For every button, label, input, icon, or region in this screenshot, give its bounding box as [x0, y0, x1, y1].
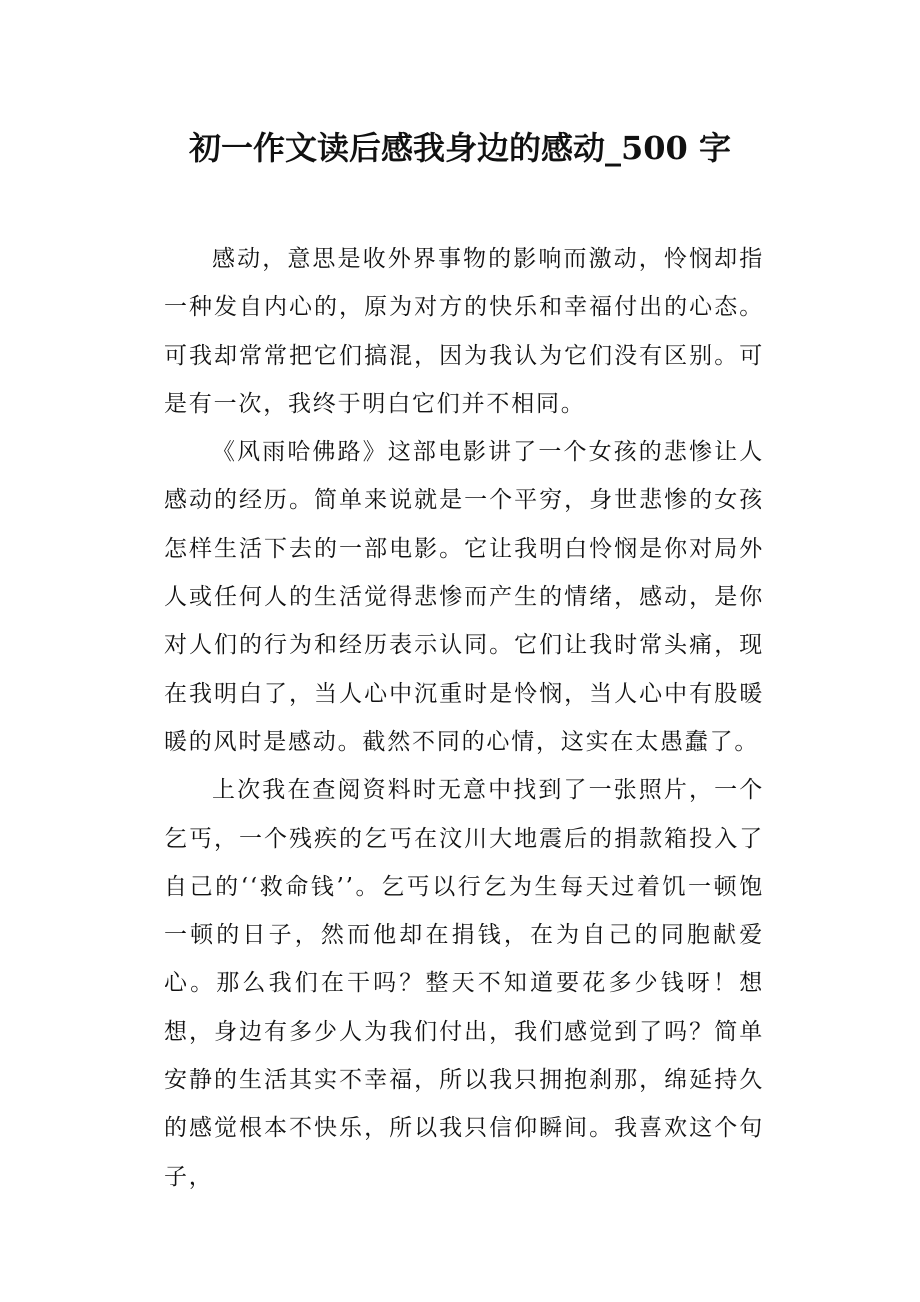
document-body: [164, 235, 764, 1201]
document-title: 初一作文读后感我身边的感动_500 字: [189, 129, 731, 167]
paragraph-2: 《风雨哈佛路》这部电影讲了一个女孩的悲惨让人感动的经历。简单来说就是一个平穷，身世悲惨的女孩怎样生活下去的一部电影。它让我明白怜悯是你对局外人或任何人的生活觉得悲惨而产生的情绪，感动，是你对人们的行为和经历表示认同。它们让我时常头痛，现在我明白了，当人心中沉重时是怜悯，当人心中有股暖暖的风时是感动。截然不同的心情，这实在太愚蠢了。: [164, 439, 764, 755]
paragraph-1: 感动，意思是收外界事物的影响而激动，怜悯却指一种发自内心的，原为对方的快乐和幸福付出的心态。可我却常常把它们搞混，因为我认为它们没有区别。可是有一次，我终于明白它们并不相同。: [164, 246, 764, 417]
paragraph-3: 上次我在查阅资料时无意中找到了一张照片，一个乞丐，一个残疾的乞丐在汶川大地震后的捐款箱投入了自己的‘‘救命钱’’。乞丐以行乞为生每天过着饥一顿饱一顿的日子，然而他却在捐钱，在为自己的同胞献爱心。那么我们在干吗？整天不知道要花多少钱呀！想想，身边有多少人为我们付出，我们感觉到了吗？简单安静的生活其实不幸福，所以我只拥抱刹那，绵延持久的感觉根本不快乐，所以我只信仰瞬间。我喜欢这个句子，: [164, 777, 764, 1190]
